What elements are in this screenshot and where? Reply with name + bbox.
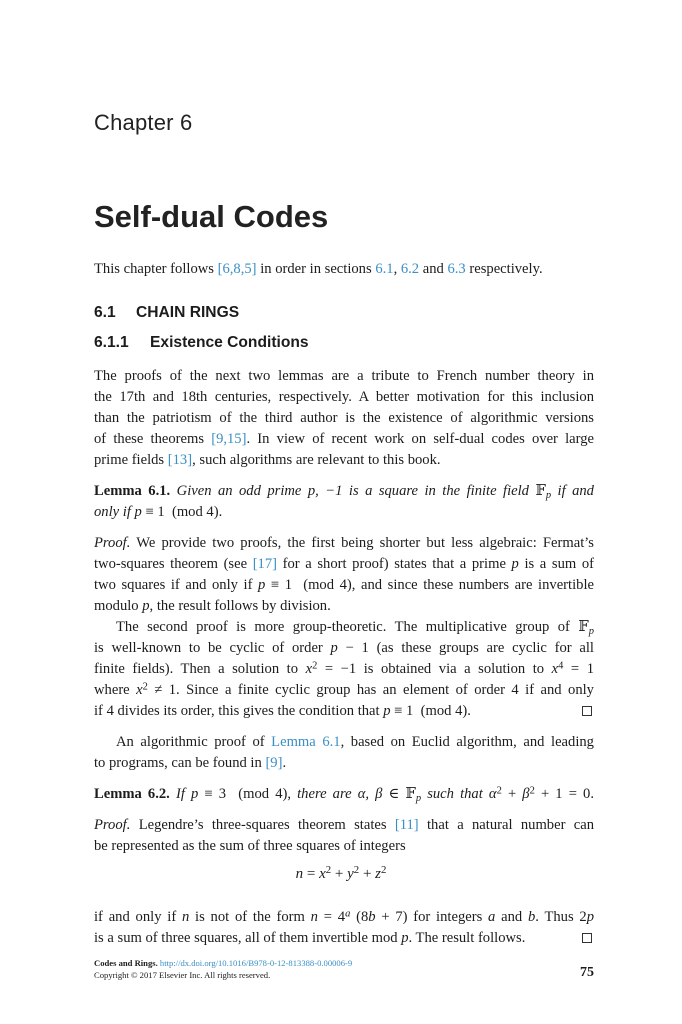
footer: [94, 957, 352, 981]
proof-line: is well-known to be cyclic of order p − 1 (as these groups are cyclic for all: [94, 640, 594, 656]
proof-line: be represented as the sum of three squares of integers: [94, 838, 406, 854]
section-link-6-1[interactable]: 6.1: [375, 261, 394, 277]
lemma-link[interactable]: Lemma 6.1: [271, 734, 341, 750]
paragraph-line: An algorithmic proof of Lemma 6.1, based on Euclid algorithm, and leading: [116, 734, 594, 750]
lemma-label: Lemma 6.2.: [94, 786, 170, 802]
page-number: 75: [580, 965, 594, 980]
proof-line: if and only if n is not of the form $n = 4^a$ (8b + 7) for integers a and b. Thus 2p: [94, 908, 595, 925]
proof-line: two-squares theorem (see [17] for a short proof) states that a prime p is a sum of: [94, 556, 595, 572]
proof-label: Proof.: [94, 535, 131, 551]
citation-link[interactable]: [17]: [252, 556, 278, 572]
section-heading: 6.1 CHAIN RINGS: [94, 304, 240, 321]
proof-line: The second proof is more group-theoretic. The multiplicative group of 𝔽$_p$: [116, 619, 594, 638]
citation-link[interactable]: [6,8,5]: [217, 261, 257, 277]
doi-link[interactable]: http://dx.doi.org/10.1016/B978-0-12-813388-0.00006-9: [159, 958, 353, 968]
book-title: Codes and Rings.: [94, 958, 158, 968]
paragraph-line: than the patriotism of the third author is the existence of algorithmic versions: [94, 410, 594, 426]
qed-box: [582, 706, 592, 716]
paragraph-line: of these theorems [9,15]. In view of recent work on self-dual codes over large: [94, 431, 594, 447]
proof-line: Proof. Legendre’s three-squares theorem states [11] that a natural number can: [94, 817, 595, 833]
proof-line: if 4 divides its order, this gives the condition that p ≡ 1 (mod 4).: [94, 703, 471, 719]
qed-box: [582, 933, 592, 943]
proof-label: Proof.: [94, 817, 131, 833]
section-link-6-3[interactable]: 6.3: [447, 261, 466, 277]
citation-link[interactable]: [9,15]: [211, 431, 247, 447]
lemma-6-1-line: Lemma 6.1. Given an odd prime p, −1 is a square in the finite field 𝔽$_p$ if and: [94, 483, 594, 502]
paragraph-line: prime fields [13], such algorithms are relevant to this book.: [94, 452, 441, 468]
proof-line: modulo p, the result follows by division.: [94, 598, 331, 614]
citation-link[interactable]: [11]: [394, 817, 419, 833]
proof-line: is a sum of three squares, all of them invertible mod p. The result follows.: [94, 930, 526, 946]
lemma-6-1-line: only if p ≡ 1 (mod 4).: [94, 504, 223, 520]
copyright: Copyright © 2017 Elsevier Inc. All rights reserved.: [94, 970, 271, 980]
display-equation: $n = x^2 + y^2 + z^2$: [295, 864, 387, 882]
paragraph-line: the 17th and 18th centuries, respectively. A better motivation for this inclusion: [94, 389, 594, 405]
proof-line: where $x^2 \ne 1$. Since a finite cyclic group has an element of order 4 if and only: [94, 681, 594, 698]
citation-link[interactable]: [13]: [167, 452, 193, 468]
lemma-label: Lemma 6.1.: [94, 483, 171, 499]
proof-line: Proof. We provide two proofs, the first being shorter but less algebraic: Fermat’s: [94, 535, 594, 551]
chapter-intro: This chapter follows [6,8,5] in order in sections 6.1, 6.2 and 6.3 respectively.: [94, 261, 543, 277]
section-link-6-2[interactable]: 6.2: [400, 261, 420, 277]
lemma-6-2-line: Lemma 6.2. If p ≡ 3 (mod 4), there are α, β ∈ 𝔽$_p$ such that $\alpha^2 + \beta^2 + 1 = 0$.: [94, 785, 594, 805]
proof-line: two squares if and only if p ≡ 1 (mod 4), and since these numbers are invertible: [94, 577, 594, 593]
chapter-title: Self-dual Codes: [94, 199, 329, 234]
paragraph-line: The proofs of the next two lemmas are a tribute to French number theory in: [94, 368, 594, 384]
proof-line: finite fields). Then a solution to $x^2 = -1$ is obtained via a solution to $x^4 = 1$: [94, 660, 594, 677]
subsection-heading: 6.1.1 Existence Conditions: [94, 334, 309, 351]
citation-link[interactable]: [9]: [265, 755, 283, 771]
chapter-label: Chapter 6: [94, 110, 193, 135]
paragraph-line: to programs, can be found in [9].: [94, 755, 287, 771]
